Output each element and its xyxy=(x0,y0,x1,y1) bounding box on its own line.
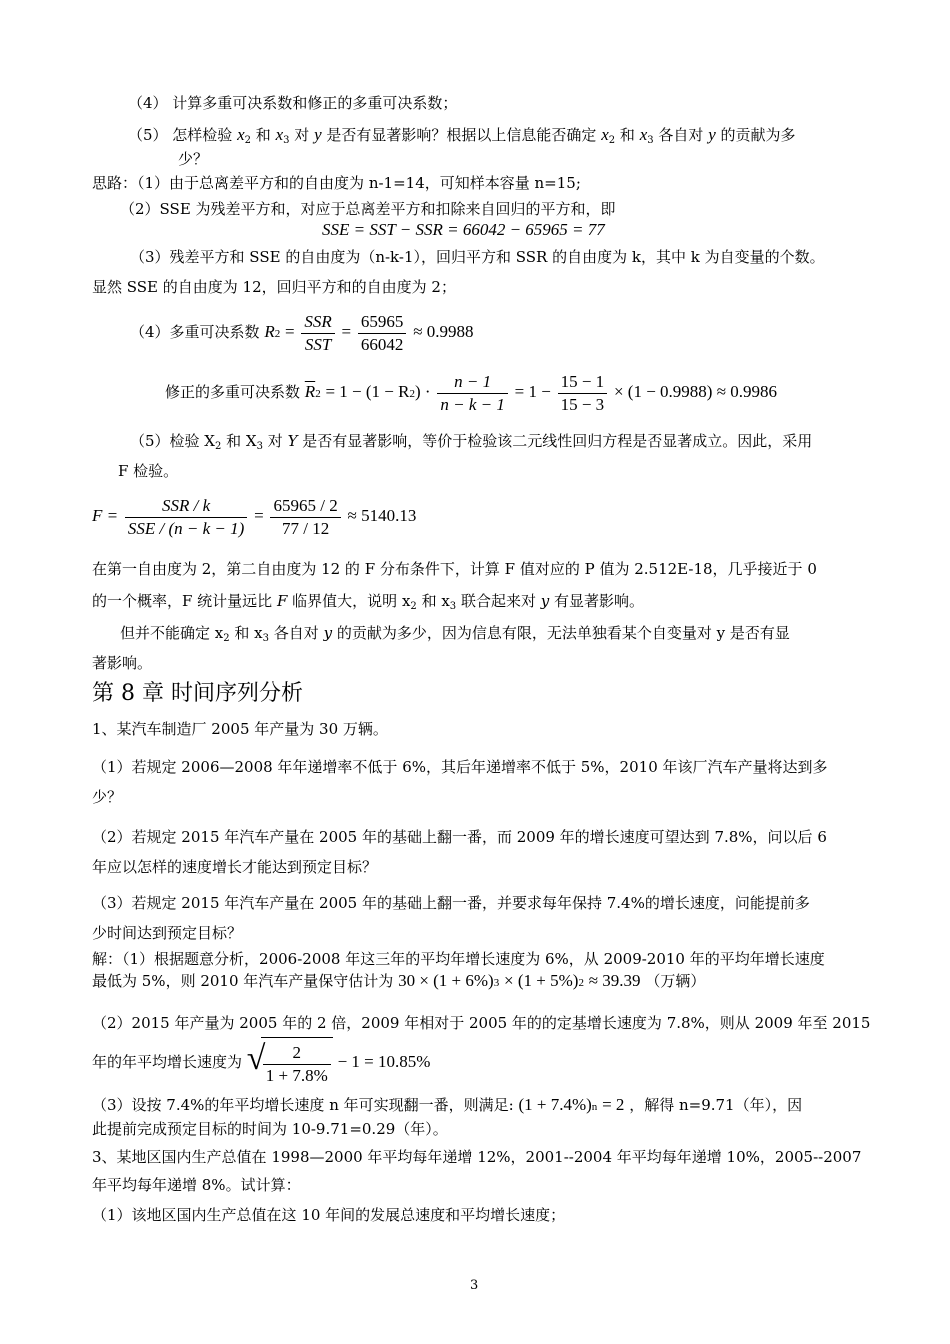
question-1-part-3-cont: 少时间达到预定目标？ xyxy=(92,924,243,942)
root-expression: √ $\frac{2}{1 + 7.8\%}$ xyxy=(247,1037,333,1090)
item-5-text-cont: 少？ xyxy=(178,150,209,168)
chapter-heading: 第 8 章 时间序列分析 xyxy=(92,681,303,706)
page-number: 3 xyxy=(470,1278,479,1293)
solution-1-cont: 最低为 5%，则 2010 年汽车产量保守估计为 30 × (1 + 6%)3 × (1 + 5%)2 ≈ 39.39 （万辆） xyxy=(92,971,706,990)
paragraph-f-test: 在第一自由度为 2，第二自由度为 12 的 F 分布条件下，计算 F 值对应的 P 值为 2.512E-18，几乎接近于 0 xyxy=(92,560,817,578)
question-1-part-3: （3）若规定 2015 年汽车产量在 2005 年的基础上翻一番，并要求每年保持 7.4%的增长速度，问能提前多 xyxy=(92,894,810,912)
adjusted-r2-line: 修正的多重可决系数 $\overline{R}2 = 1 - (1 - R2)$ · $\frac{n - 1}{n - k - 1}$ = 1 − $\frac{15 - 1}{15 - 3}$ × (1 − 0.9988) ≈ 0.9986 xyxy=(165,371,778,414)
question-1: 1、某汽车制造厂 2005 年产量为 30 万辆。 xyxy=(92,720,388,738)
fraction-15: $\frac{15 - 1}{15 - 3}$ xyxy=(558,371,608,416)
item-5-text: （5） 怎样检验 $x_2$ 和 $x_3$ 对 y 是否有显著影响？根据以上信息能否确定 $x_2$ 和 $x_3$ 各自对 y 的贡献为多 xyxy=(128,125,796,146)
question-3: 3、某地区国内生产总值在 1998—2000 年平均每年递增 12%，2001--2004 年平均每年递增 10%，2005--2007 xyxy=(92,1148,862,1166)
fraction-f-symbolic: $\frac{\text{SSR / k}}{\text{SSE / (n − k − 1)}}$ xyxy=(125,495,247,540)
solution-step-2: （2）SSE 为残差平方和，对应于总离差平方和扣除来自回归的平方和，即 xyxy=(120,200,616,218)
question-3-part-1: （1）该地区国内生产总值在这 10 年间的发展总速度和平均增长速度； xyxy=(92,1206,566,1224)
question-1-part-2: （2）若规定 2015 年汽车产量在 2005 年的基础上翻一番，而 2009 年的增长速度可望达到 7.8%，问以后 6 xyxy=(92,828,827,846)
question-1-part-1: （1）若规定 2006—2008 年年递增率不低于 6%，其后年递增率不低于 5%，2010 年该厂汽车产量将达到多 xyxy=(92,758,828,776)
fraction-f-values: $\frac{65965 / 2}{77 / 12}$ xyxy=(270,495,340,540)
root-fraction: $\frac{2}{1 + 7.8\%}$ xyxy=(263,1042,331,1087)
formula-sse: SSE = SST − SSR = 66042 − 65965 = 77 xyxy=(322,220,605,239)
solution-3-cont: 此提前完成预定目标的时间为 10-9.71=0.29（年）。 xyxy=(92,1120,448,1138)
paragraph-limit-cont: 著影响。 xyxy=(92,654,153,672)
solution-step-3-cont: 显然 SSE 的自由度为 12，回归平方和的自由度为 2； xyxy=(92,278,456,296)
solution-step-3: （3）残差平方和 SSE 的自由度为（n-k-1），回归平方和 SSR 的自由度为 k，其中 k 为自变量的个数。 xyxy=(130,248,825,266)
solution-3: （3）设按 7.4%的年平均增长速度 n 年可实现翻一番，则满足: (1 + 7.4%)n = 2 ，解得 n=9.71（年），因 xyxy=(92,1095,803,1114)
item-4-text: （4） 计算多重可决系数和修正的多重可决系数； xyxy=(128,94,458,112)
solution-2: （2）2015 年产量为 2005 年的 2 倍，2009 年相对于 2005 年的的定基增长速度为 7.8%，则从 2009 年至 2015 xyxy=(92,1014,871,1032)
paragraph-limit: 但并不能确定 $x_2$ 和 $x_3$ 各自对 y 的贡献为多少，因为信息有限，无法单独看某个自变量对 y 是否有显 xyxy=(120,624,790,644)
solution-2-cont: 年的年平均增长速度为 √ $\frac{2}{1 + 7.8\%}$ − 1 = 10.85% xyxy=(92,1036,430,1090)
paragraph-f-test-cont: 的一个概率，F 统计量远比 F 临界值大，说明 $x_2$ 和 $x_3$ 联合起来对 y 有显著影响。 xyxy=(92,592,645,612)
question-1-part-2-cont: 年应以怎样的速度增长才能达到预定目标？ xyxy=(92,858,378,876)
question-3-cont: 年平均每年递增 8%。试计算： xyxy=(92,1176,301,1194)
fraction-n: $\frac{n - 1}{n - k - 1}$ xyxy=(437,371,508,416)
solution-step-4: （4）多重可决系数 R2 = $\frac{\text{SSR}}{\text{SST}}$ = $\frac{65965}{66042}$ ≈ 0.9988 xyxy=(130,311,474,354)
solution-step-5: （5）检验 $X_2$ 和 $X_3$ 对 Y 是否有显著影响，等价于检验该二元线性回归方程是否显著成立。因此，采用 xyxy=(130,432,813,452)
solution-step-5-cont: F 检验。 xyxy=(118,462,179,480)
fraction-values: $\frac{65965}{66042}$ xyxy=(358,311,407,356)
fraction-ssr-sst: $\frac{\text{SSR}}{\text{SST}}$ xyxy=(301,311,334,356)
question-1-part-1-cont: 少？ xyxy=(92,788,123,806)
formula-f: F = $\frac{\text{SSR / k}}{\text{SSE / (n − k − 1)}}$ = $\frac{65965 / 2}{77 / 12}$ ≈ 5140.13 xyxy=(92,495,417,538)
solution-1: 解：（1）根据题意分析，2006-2008 年这三年的平均年增长速度为 6%，从 2009-2010 年的平均年增长速度 xyxy=(92,950,825,968)
solution-step-1: 思路：（1）由于总离差平方和的自由度为 n-1=14，可知样本容量 n=15; xyxy=(92,174,581,192)
